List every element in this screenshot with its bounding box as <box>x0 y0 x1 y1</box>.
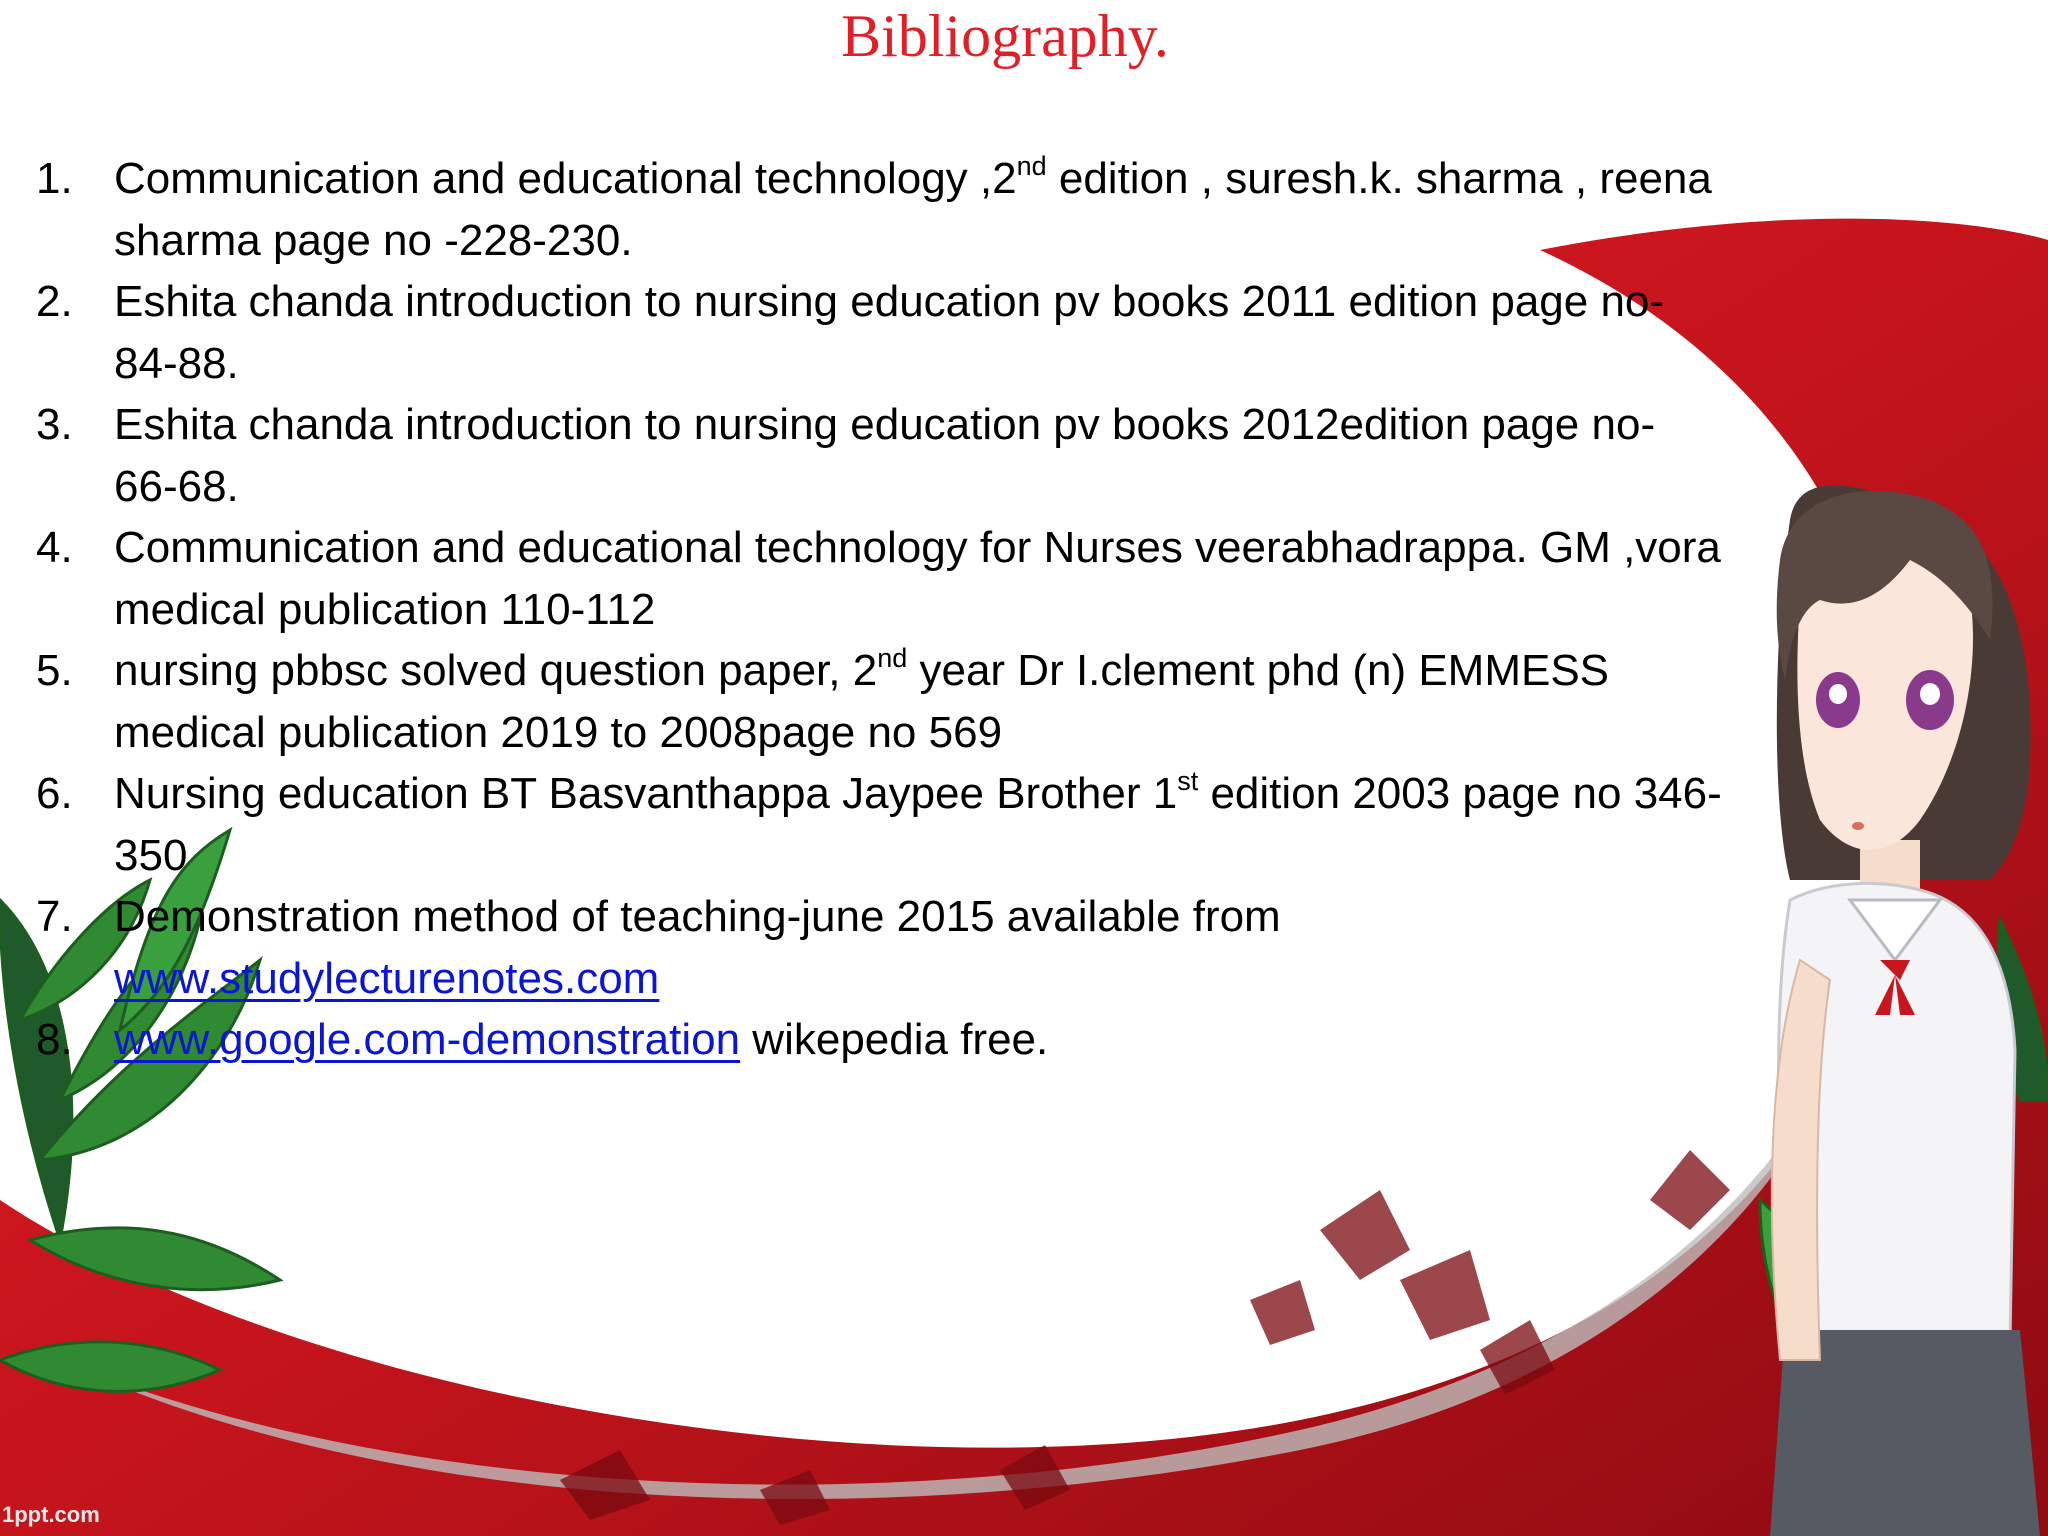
reference-number: 2. <box>36 277 73 326</box>
reference-number: 5. <box>36 646 73 695</box>
page-title: Bibliography. <box>841 3 1169 69</box>
superscript-ordinal: nd <box>877 643 908 673</box>
reference-text-segment: Communication and educational technology for Nurses veerabhadrappa. GM ,vora medical publication 110-112 <box>114 523 1721 634</box>
reference-item <box>36 1009 1726 1071</box>
superscript-ordinal: st <box>1177 766 1199 796</box>
reference-text-segment: year Dr I.clement phd (n) EMMESS medical publication 2019 to 2008page no 569 <box>114 646 1610 757</box>
reference-number: 1. <box>36 154 73 203</box>
reference-number: 8. <box>36 1015 73 1064</box>
reference-text-segment: Communication and educational technology ,2 <box>114 154 1017 203</box>
reference-link[interactable]: www.studylecturenotes.com <box>114 953 660 1003</box>
reference-text <box>114 517 1726 640</box>
reference-text-segment: nursing pbbsc solved question paper, 2 <box>114 646 878 695</box>
reference-item <box>36 640 1726 763</box>
reference-number: 6. <box>36 769 73 818</box>
reference-text <box>114 763 1726 886</box>
reference-number: 3. <box>36 400 73 449</box>
reference-text-segment: edition 2003 page no 346-350 <box>114 769 1722 880</box>
reference-item <box>36 271 1726 394</box>
reference-link[interactable]: www.google.com-demonstration <box>114 1015 741 1064</box>
reference-text <box>114 148 1726 271</box>
reference-text-segment: Demonstration method of teaching-june 2015 available from <box>114 892 1281 941</box>
reference-text <box>114 271 1726 394</box>
reference-number: 7. <box>36 892 73 941</box>
reference-text <box>114 394 1726 517</box>
superscript-ordinal: nd <box>1016 151 1047 181</box>
reference-text-segment: Eshita chanda introduction to nursing education pv books 2011 edition page no- 84-88. <box>114 277 1665 388</box>
bibliography-list <box>36 148 1726 1071</box>
reference-text <box>114 640 1726 763</box>
reference-text <box>114 886 1726 1009</box>
girl-illustration <box>1770 485 2040 1536</box>
watermark-logo: 1ppt.com <box>2 1502 100 1527</box>
reference-text-segment: Eshita chanda introduction to nursing education pv books 2012edition page no- 66-68. <box>114 400 1656 511</box>
reference-item <box>36 148 1726 271</box>
reference-item <box>36 763 1726 886</box>
reference-number: 4. <box>36 523 73 572</box>
reference-item <box>36 394 1726 517</box>
reference-item <box>36 517 1726 640</box>
reference-item <box>36 886 1726 1009</box>
reference-text-segment: edition , suresh.k. sharma , reena sharma page no -228-230. <box>114 154 1712 265</box>
reference-text <box>114 1009 1726 1071</box>
reference-text-segment: wikepedia free. <box>740 1015 1049 1064</box>
reference-text-segment: Nursing education BT Basvanthappa Jaypee Brother 1 <box>114 769 1178 818</box>
